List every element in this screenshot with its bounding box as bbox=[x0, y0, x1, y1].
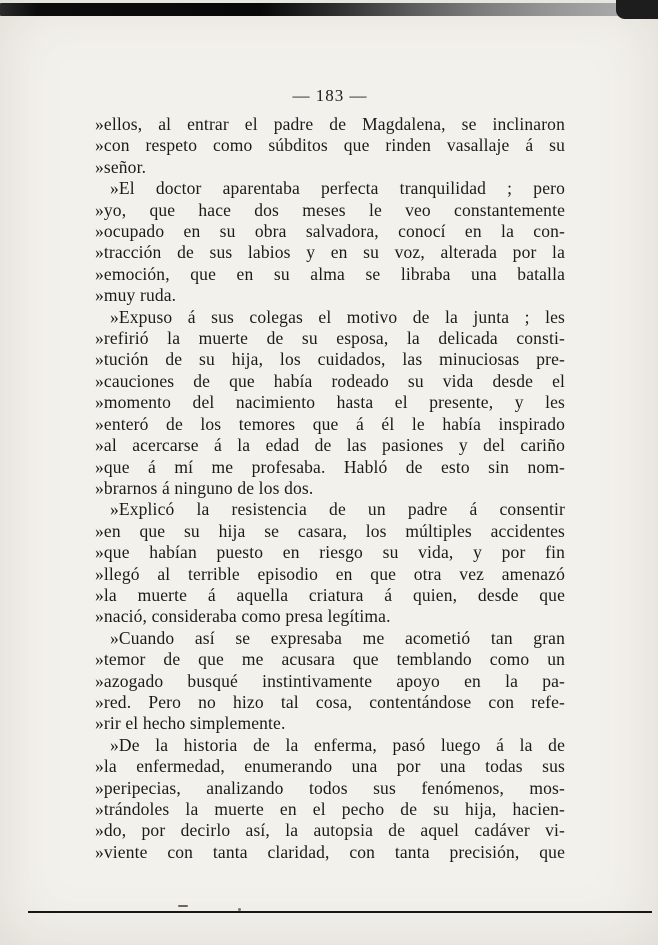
text-line: »temor de que me acusara que temblando como un bbox=[95, 649, 565, 670]
text-line: »la muerte á aquella criatura á quien, desde que bbox=[95, 584, 565, 605]
text-line: »El doctor aparentaba perfecta tranquilidad ; pero bbox=[110, 178, 565, 199]
text-line: »peripecias, analizando todos sus fenómenos, mos- bbox=[95, 777, 565, 798]
text-line: »la enfermedad, enumerando una por una todas sus bbox=[95, 756, 565, 777]
text-line: »momento del nacimiento hasta el presente, y les bbox=[95, 392, 565, 413]
text-line: »llegó al terrible episodio en que otra vez amenazó bbox=[95, 563, 565, 584]
page-number: — 183 — bbox=[292, 86, 368, 105]
text-line: »muy ruda. bbox=[95, 285, 177, 306]
text-line: »Cuando así se expresaba me acometió tan gran bbox=[110, 627, 565, 648]
text-line: »azogado busqué instintivamente apoyo en la pa- bbox=[95, 670, 565, 691]
text-line: »enteró de los temores que á él le había inspirado bbox=[95, 413, 565, 434]
text-line: »yo, que hace dos meses le veo constantemente bbox=[95, 199, 565, 220]
text-line: »ocupado en su obra salvadora, conocí en la con- bbox=[95, 221, 565, 242]
scan-speck bbox=[238, 908, 241, 911]
text-line: »tución de su hija, los cuidados, las minuciosas pre- bbox=[95, 349, 565, 370]
scan-artifact-bottom bbox=[28, 911, 652, 913]
text-line: »Expuso á sus colegas el motivo de la junta ; les bbox=[110, 306, 565, 327]
text-line: »nació, consideraba como presa legítima. bbox=[95, 606, 391, 627]
text-line: »refirió la muerte de su esposa, la delicada consti- bbox=[95, 328, 565, 349]
text-line: »tracción de sus labios y en su voz, alterada por la bbox=[95, 242, 565, 263]
text-line: »que habían puesto en riesgo su vida, y por fin bbox=[95, 542, 565, 563]
text-line: »trándoles la muerte en el pecho de su hija, hacien- bbox=[95, 799, 565, 819]
text-line: »viente con tanta claridad, con tanta precisión, que bbox=[95, 841, 565, 862]
page-text bbox=[95, 114, 565, 863]
text-line: »al acercarse á la edad de las pasiones y del cariño bbox=[95, 435, 565, 456]
text-line: »De la historia de la enferma, pasó luego á la de bbox=[110, 734, 565, 755]
text-line: »rir el hecho simplemente. bbox=[95, 713, 286, 734]
text-line: »Explicó la resistencia de un padre á consentir bbox=[110, 499, 565, 520]
page-content bbox=[95, 86, 565, 863]
text-line: »red. Pero no hizo tal cosa, contentándose con refe- bbox=[95, 691, 565, 712]
scan-speck bbox=[178, 905, 188, 907]
text-line: »que á mí me profesaba. Habló de esto sin nom- bbox=[95, 456, 565, 477]
scan-artifact-top bbox=[0, 3, 620, 16]
text-line: »ellos, al entrar el padre de Magdalena, se inclinaron bbox=[95, 114, 565, 134]
text-line: »con respeto como súbditos que rinden vasallaje á su bbox=[95, 135, 565, 156]
text-line: »brarnos á ninguno de los dos. bbox=[95, 477, 314, 498]
text-line: »cauciones de que había rodeado su vida desde el bbox=[95, 370, 565, 391]
text-line: »señor. bbox=[95, 156, 147, 177]
text-line: »en que su hija se casara, los múltiples accidentes bbox=[95, 520, 565, 541]
scan-artifact-top-right bbox=[616, 0, 658, 19]
text-line: »do, por decirlo así, la autopsia de aquel cadáver vi- bbox=[95, 820, 565, 841]
text-line: »emoción, que en su alma se libraba una batalla bbox=[95, 263, 565, 284]
